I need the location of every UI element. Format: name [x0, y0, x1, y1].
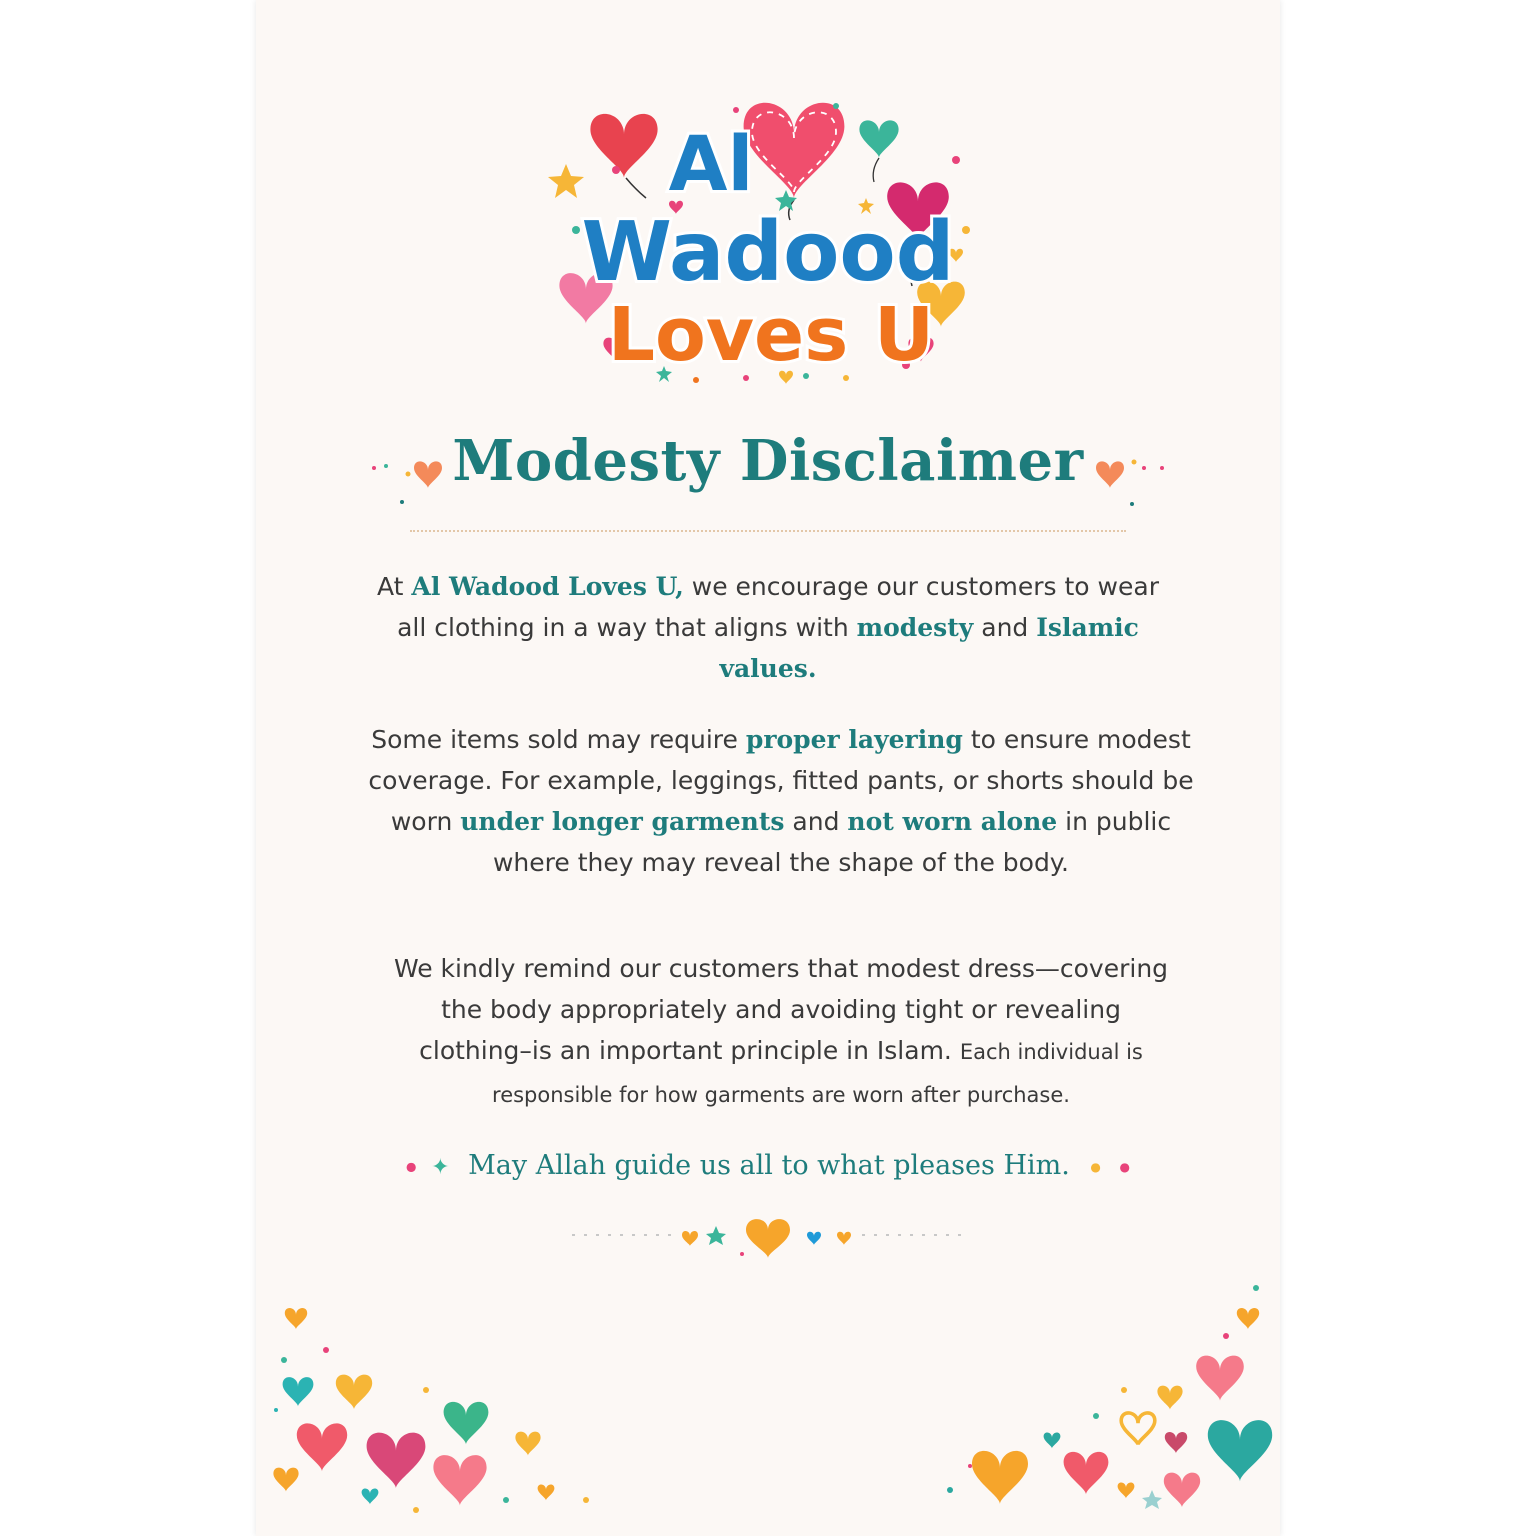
highlight-not-worn-alone: not worn alone [847, 807, 1058, 836]
highlight-proper-layering: proper layering [745, 725, 963, 754]
highlight-islamic-values: Islamic values. [719, 613, 1139, 683]
text-segment: We kindly remind our customers that modest dress—covering the body appropriately and avoiding tight or revealing clothing–is an important principle in Islam. [393, 954, 1169, 1065]
logo-word-loves-u: Loves U [607, 292, 935, 378]
text-segment: we encourage our customers to wear all clothing in a way that aligns with [397, 572, 1159, 642]
brand-logo [546, 90, 986, 400]
bottom-divider [566, 1210, 970, 1260]
paragraph-reminder [386, 948, 1176, 1116]
title-divider [410, 530, 1126, 532]
hearts-cluster-right-icon [926, 1280, 1276, 1530]
hearts-cluster-left-icon [266, 1300, 626, 1530]
dot-icon: ● [1090, 1159, 1101, 1174]
text-segment: At [377, 572, 412, 601]
text-segment: and [784, 807, 848, 836]
closing-line [256, 1150, 1280, 1181]
closing-text: May Allah guide us all to what pleases Him. [468, 1150, 1070, 1181]
text-segment: and [973, 613, 1037, 642]
title-right-heart-icon [1086, 448, 1176, 518]
page-title: Modesty Disclaimer [452, 428, 1084, 494]
logo-graphic [546, 90, 986, 400]
heart-balloon-teal-icon [859, 120, 898, 182]
highlight-brand: Al Wadood Loves U, [411, 572, 684, 601]
heart-balloon-center-icon [744, 103, 845, 220]
text-segment: Some items sold may require [371, 725, 746, 754]
highlight-modesty: modesty [856, 613, 974, 642]
logo-word-wadood: Wadood [581, 205, 955, 300]
paragraph-layering [356, 719, 1206, 883]
sparkle-icon: ✦ [431, 1155, 450, 1180]
dot-icon: ● [406, 1159, 417, 1174]
paragraph-intro [368, 566, 1168, 689]
text-segment: in public where they may reveal the shape of the body. [492, 807, 1172, 877]
text-segment: to ensure modest coverage. For example, leggings, fitted pants, or shorts should be worn [368, 725, 1194, 836]
dot-icon: ● [1119, 1159, 1130, 1174]
highlight-under-longer-garments: under longer garments [460, 807, 785, 836]
logo-word-al: Al [668, 119, 754, 208]
text-segment-responsibility: Each individual is responsible for how garments are worn after purchase. [492, 1040, 1143, 1107]
disclaimer-card [256, 0, 1280, 1536]
heart-balloon-left-icon [590, 114, 657, 198]
